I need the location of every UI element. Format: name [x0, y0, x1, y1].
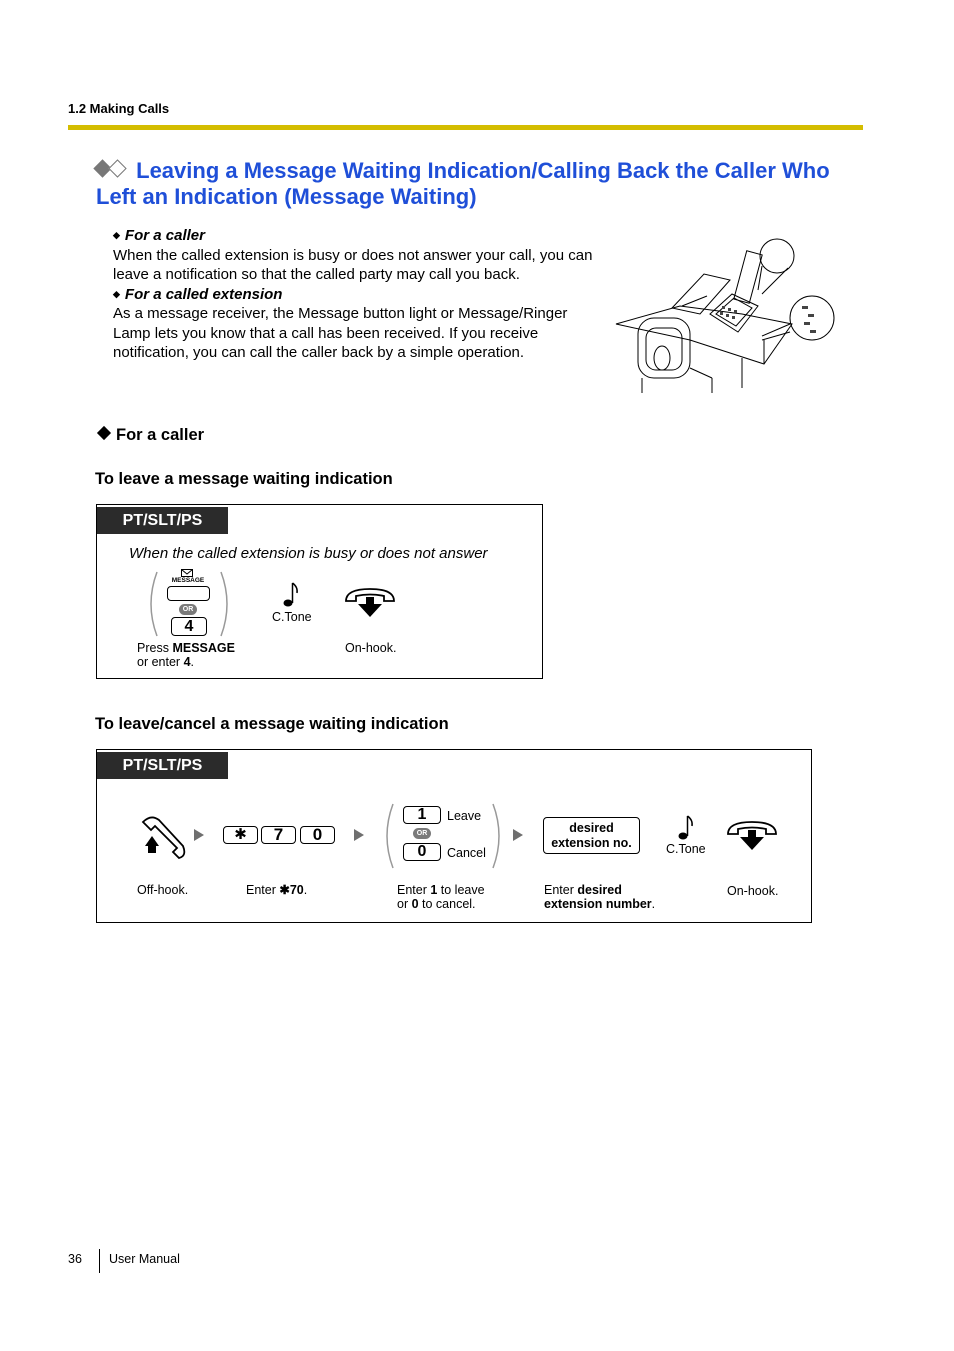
procedure1-box	[96, 504, 543, 679]
leave-label: Leave	[447, 809, 482, 823]
page-title	[96, 158, 866, 210]
onhook-caption: On-hook.	[727, 884, 779, 898]
leave-cancel-caption: Enter 1 to leave or 0 to cancel.	[397, 883, 485, 911]
on-hook-icon	[343, 585, 397, 621]
arrow-icon	[513, 829, 523, 841]
header-rule	[68, 125, 863, 130]
section-caller: For a caller	[96, 426, 204, 445]
intro-extension-text: As a message receiver, the Message button light or Message/Ringer Lamp lets you know that a call has been received. If you receive notification, you can call the caller back by a simple operation.	[113, 305, 568, 361]
desk-phone-illustration	[612, 228, 842, 393]
intro-caller-heading: ◆ For a caller	[113, 227, 205, 244]
desired-extension-key[interactable]: desired extension no.	[543, 817, 640, 854]
key-1[interactable]: 1	[403, 806, 441, 824]
key-0[interactable]: 0	[300, 826, 335, 844]
key-0-cancel[interactable]: 0	[403, 843, 441, 861]
intro-caller-text: When the called extension is busy or does not answer your call, you can leave a notification so that the called party may call you back.	[113, 246, 593, 283]
intro-extension-heading: ◆ For a called extension	[113, 285, 283, 303]
bullet-icon: ◆	[113, 230, 120, 240]
section-label: 1.2 Making Calls	[68, 101, 170, 116]
tone-note-icon	[283, 581, 301, 609]
key-4[interactable]: 4	[171, 617, 207, 636]
intro	[113, 226, 608, 363]
procedure1-condition: When the called extension is busy or does not answer	[129, 545, 488, 562]
procedure1-label: PT/SLT/PS	[97, 507, 228, 534]
key-star[interactable]: ✱	[223, 826, 258, 844]
key-7[interactable]: 7	[261, 826, 296, 844]
diamond-icon	[97, 426, 111, 440]
ctone-label: C.Tone	[666, 842, 706, 856]
ctone-label: C.Tone	[272, 610, 312, 624]
arrow-icon	[194, 829, 204, 841]
diamond-outline-icon	[108, 159, 126, 177]
title-text: Leaving a Message Waiting Indication/Calling Back the Caller Who Left an Indication (Message Waiting)	[96, 158, 830, 209]
choice-bracket	[383, 800, 503, 872]
bullet-icon: ◆	[113, 288, 120, 299]
procedure1-heading: To leave a message waiting indication	[95, 470, 393, 488]
off-hook-icon	[137, 814, 187, 860]
tone-note-icon	[678, 814, 696, 842]
offhook-caption: Off-hook.	[137, 883, 189, 897]
enter-code-caption: Enter ✱70.	[246, 883, 308, 897]
extension-caption: Enter desired extension number.	[544, 883, 656, 911]
footer-divider	[99, 1249, 100, 1273]
procedure2-label: PT/SLT/PS	[97, 752, 228, 779]
or-badge: OR	[413, 828, 431, 839]
cancel-label: Cancel	[447, 846, 486, 860]
procedure2-heading: To leave/cancel a message waiting indication	[95, 715, 449, 733]
page-number: 36	[68, 1252, 82, 1266]
envelope-icon	[181, 569, 193, 577]
onhook-caption: On-hook.	[345, 641, 397, 655]
footer-doc-title: User Manual	[109, 1252, 180, 1266]
on-hook-icon	[725, 818, 779, 854]
message-key-label: MESSAGE	[171, 577, 205, 584]
press-caption: Press MESSAGE or enter 4.	[137, 641, 235, 669]
procedure2-box	[96, 749, 812, 923]
or-badge: OR	[179, 604, 197, 615]
message-button[interactable]	[167, 586, 210, 601]
arrow-icon	[354, 829, 364, 841]
